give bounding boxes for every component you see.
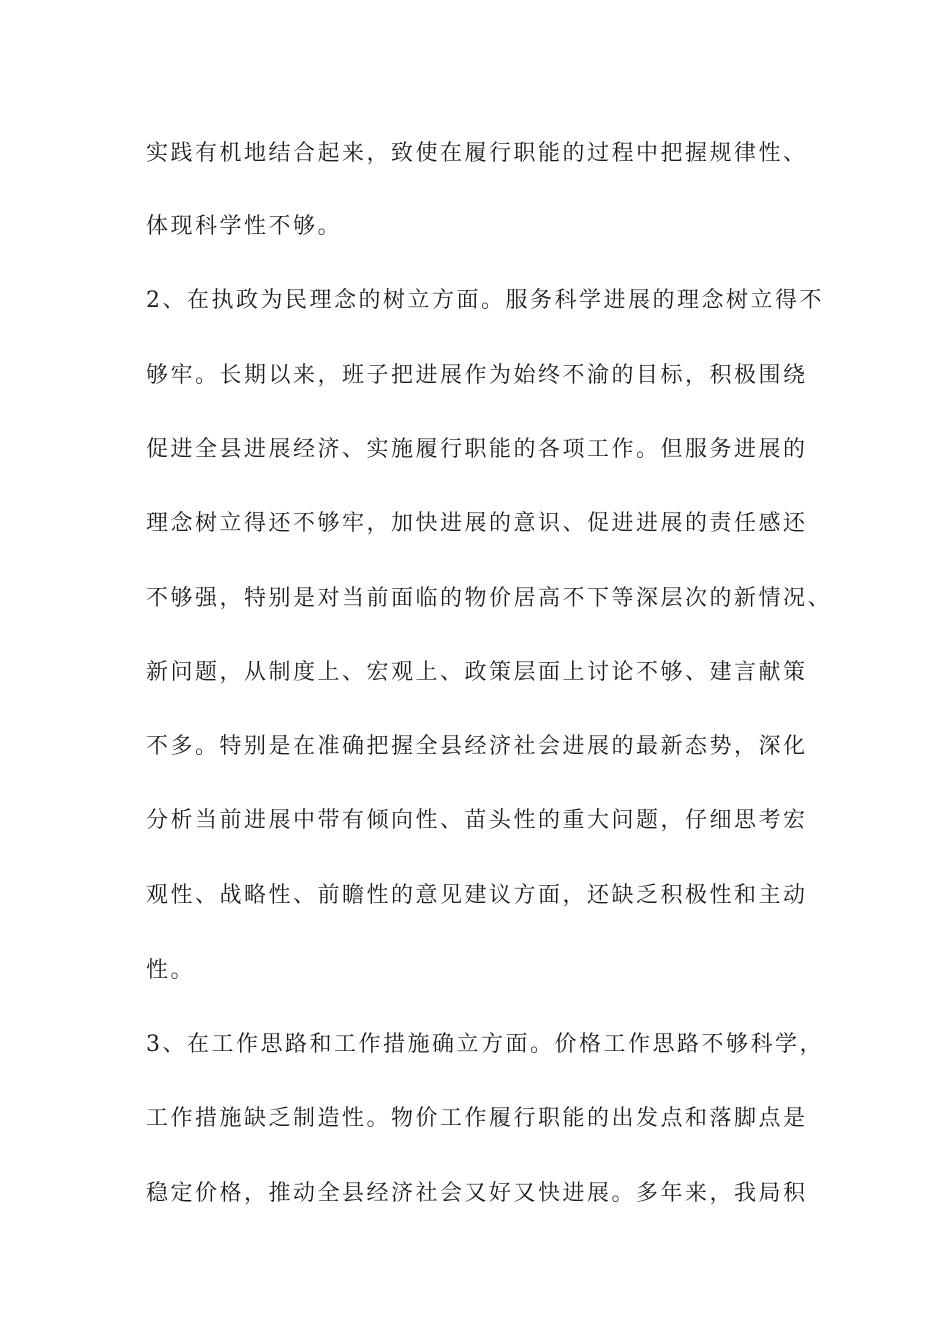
text-line: 实践有机地结合起来，致使在履行职能的过程中把握规律性、 xyxy=(146,141,808,166)
text-line: 分析当前进展中带有倾向性、苗头性的重大问题，仔细思考宏 xyxy=(146,808,808,833)
text-line: 够牢。长期以来，班子把进展作为始终不渝的目标，积极围绕 xyxy=(146,363,808,388)
text-line: 2、在执政为民理念的树立方面。服务科学进展的理念树立得不 xyxy=(146,288,824,313)
text-line: 体现科学性不够。 xyxy=(146,214,343,239)
text-line: 观性、战略性、前瞻性的意见建议方面，还缺乏积极性和主动 xyxy=(146,883,808,908)
text-line: 3、在工作思路和工作措施确立方面。价格工作思路不够科学， xyxy=(146,1032,824,1057)
text-line: 促进全县进展经济、实施履行职能的各项工作。但服务进展的 xyxy=(146,437,808,462)
text-line: 稳定价格，推动全县经济社会又好又快进展。多年来，我局积 xyxy=(146,1181,808,1206)
text-line: 理念树立得还不够牢，加快进展的意识、促进进展的责任感还 xyxy=(146,511,808,536)
text-line: 工作措施缺乏制造性。物价工作履行职能的出发点和落脚点是 xyxy=(146,1106,808,1131)
text-line: 不多。特别是在准确把握全县经济社会进展的最新态势，深化 xyxy=(146,734,808,759)
text-line: 不够强，特别是对当前面临的物价居高不下等深层次的新情况、 xyxy=(146,586,833,611)
text-line: 新问题，从制度上、宏观上、政策层面上讨论不够、建言献策 xyxy=(146,660,808,685)
text-line: 性。 xyxy=(146,958,196,983)
